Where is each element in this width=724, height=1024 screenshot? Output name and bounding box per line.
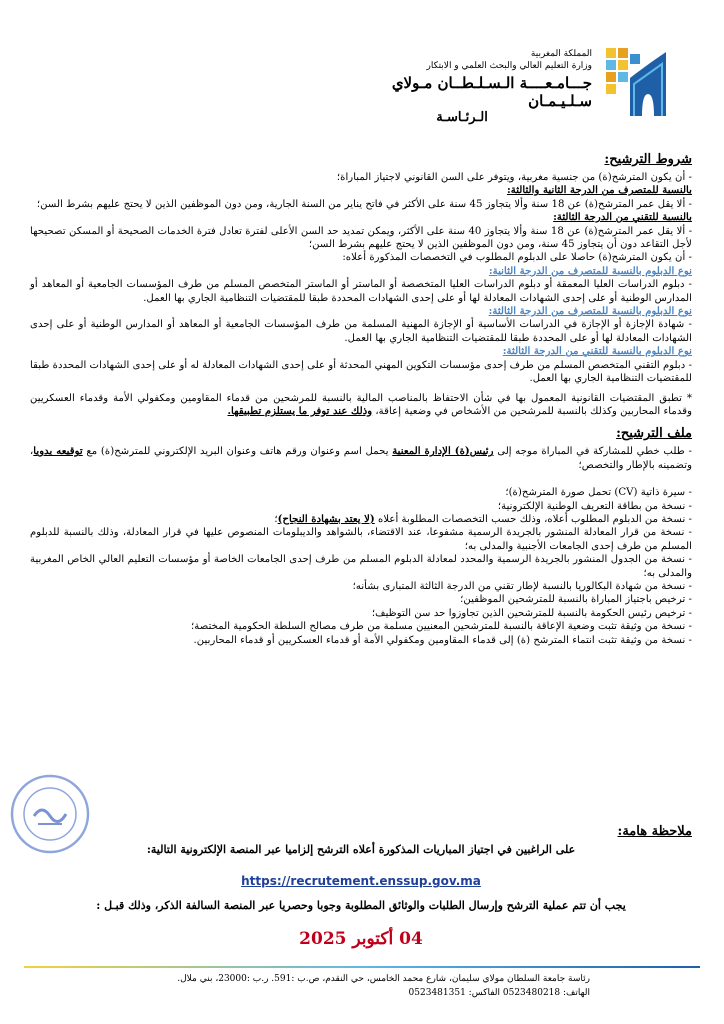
file-intro-b: رئيس(ة) الإدارة المعنية [392, 445, 494, 458]
legal-note-text: * تطبق المقتضيات القانونية المعمول بها في شأن الاحتفاظ بالمناصب المالية بالنسبة للمرشحين من قدماء المقاومين ومكفولي الأمة وقدماء العسكريين وقدماء المحاربين وكذلك بالنسبة للمرشحين من الأشخاص في وضعية إعاقة، [30, 392, 692, 417]
footer [30, 972, 590, 1000]
footer-address: رئاسة جامعة السلطان مولاي سليمان، شارع محمد الخامس، حي النقدم، ص.ب :591. ر.ب :23000، بني ملال. [177, 974, 590, 984]
university-name: جـــامـعــــة الـسـلـطــان مـولاي سـلـيـمـان [391, 74, 592, 110]
ministry-name: وزارة التعليم العالي والبحث العلمي و الابتكار [426, 61, 592, 71]
university-logo-icon [604, 46, 670, 118]
notice-deadline-text: يجب أن تتم عملية الترشح وإرسال الطلبات والوثائق المطلوبة وجوبا وحصريا عبر المنصة السالفة الذكر، وذلك قبـل : [96, 899, 626, 913]
important-notice [30, 824, 692, 949]
file-item-pm-authorization: - ترخيص رئيس الحكومة بالنسبة للمترشحين الذين تجاوزوا حد سن التوظيف؛ [371, 607, 692, 619]
deadline-date: 04 أكتوبر 2025 [299, 928, 423, 949]
file-item-id: - نسخة من بطاقة التعريف الوطنية الإلكترونية؛ [497, 500, 692, 512]
file-item-cv: - سيرة ذاتية (CV) تحمل صورة المترشح(ة)؛ [505, 487, 692, 499]
tech-age-subheading: بالنسبة للتقني من الدرجة الثالثة: [553, 211, 692, 224]
file-item-bac: - نسخة من شهادة البكالوريا بالنسبة لإطار تقني من الدرجة الثالثة المتبارى بشأنه؛ [352, 580, 692, 592]
file-diploma-b: (لا يعتد بشهادة النجاح) [277, 512, 375, 525]
file-request-letter [30, 445, 692, 472]
diploma-admin3-title: نوع الدبلوم بالنسبة للمتصرف من الدرجة الثالثة: [488, 305, 692, 318]
recruitment-platform-link[interactable]: https://recrutement.enssup.gov.ma [241, 874, 481, 889]
file-intro-c: يحمل اسم وعنوان ورقم هاتف وعنوان البريد الإلكتروني للمترشح(ة) مع [82, 446, 393, 458]
legal-note-emphasis: وذلك عند توفر ما يستلزم تطبيقها. [227, 404, 373, 417]
diploma-tech3-title: نوع الدبلوم بالنسبة للتقني من الدرجة الثالثة: [502, 345, 692, 358]
diploma-admin2-text: - دبلوم الدراسات العليا المعمقة أو دبلوم الدراسات العليا المتخصصة أو الماستر أو الماستر المتخصص المسلم من طرف المؤسسات الجامعية أو المعاهد أو المدارس الوطنية أو على إحدى الشهادات المعادلة لها أو على إحدى الشهادات المحددة طبقا للمقتضيات التنظامية الجاري بها العمل. [30, 279, 692, 304]
conditions-heading: شروط الترشيح: [604, 152, 692, 167]
main-content [30, 152, 692, 647]
notice-heading: ملاحظة هامة: [617, 824, 692, 839]
file-heading: ملف الترشيح: [616, 426, 692, 442]
footer-phone: الهاتف: 0523480218 الفاكس: 0523481351 [408, 988, 590, 998]
condition-nationality: - أن يكون المترشح(ة) من جنسية مغربية، ويتوفر على السن القانوني لاجتياز المباراة؛ [336, 172, 692, 183]
file-item-equivalence: - نسخة من قرار المعادلة المنشور بالجريدة الرسمية مشفوعا، عند الاقتضاء، بالشواهد والديبلومات المنصوص عليها في قرار المعادلة، وذلك بالنسبة للدبلوم المسلم من طرف إحدى الجامعات الأجنبية والمدلى به؛ [30, 527, 692, 552]
file-intro-a: - طلب خطي للمشاركة في المباراة موجه إلى [493, 446, 693, 458]
admin-age-subheading: بالنسبة للمتصرف من الدرجة الثانية والثالثة: [506, 184, 692, 197]
footer-divider [24, 966, 700, 968]
file-item-veterans: - نسخة من وثيقة تثبت انتماء المترشح (ة) إلى قدماء المقاومين ومكفولي الأمة أو قدماء العسكريين أو قدماء المحاربين. [193, 634, 692, 646]
kingdom-name: المملكة المغربية [530, 49, 592, 59]
file-intro-d: توقيعه يدويا [33, 445, 83, 458]
file-item-authorization: - ترخيص باجتياز المباراة بالنسبة للمترشحين الموظفين؛ [460, 594, 692, 606]
file-item-disability: - نسخة من وثيقة تثبت وضعية الإعاقة بالنسبة للمترشحين المعنيين مسلمة من طرف مصالح السلطة الحكومية المختصة؛ [191, 621, 692, 633]
file-item-diploma [30, 513, 692, 526]
file-diploma-c: ؛ [274, 513, 278, 525]
letterhead-text [332, 48, 592, 126]
diploma-admin3-text: - شهادة الإجازة أو الإجازة في الدراسات الأساسية أو الإجازة المهنية المسلمة من طرف المؤسسات الجامعية أو المعاهد أو المدارس الوطنية أو على إحدى الشهادات المعادلة لها أو على المحددة طبقا للمقتضيات التنظامية الجاري بها العمل. [30, 319, 692, 344]
letterhead [270, 42, 670, 132]
diploma-tech3-text: - دبلوم التقني المتخصص المسلم من طرف إحدى مؤسسات التكوين المهني المحدثة أو على إحدى الشهادات المعادلة له أو على إحدى الشهادات المحددة طبقا للمقتضيات التنظامية الجاري بها العمل. [30, 359, 692, 385]
legal-note [30, 392, 692, 419]
file-item-table: - نسخة من الجدول المنشور بالجريدة الرسمية والمحدد لمعادلة الدبلوم المسلم من طرف إحدى الجامعات الخاصة أو مؤسسات التعليم العالي الخاص المغربية والمدلى به؛ [30, 554, 692, 579]
condition-admin-age: - ألا يقل عمر المترشح(ة) عن 18 سنة وألا يتجاوز 45 سنة على الأكثر في فاتح يناير من السنة الجارية، ومن دون الموظفين الذين لا يحتج عليهم بشرط السن؛ [36, 198, 692, 210]
condition-tech-age: - ألا يقل عمر المترشح(ة) عن 18 سنة وألا يتجاوز 40 سنة على الأكثر، ويمكن تمديد حد السن الأعلى لفترة تعادل فترة الخدمات الصحيحة أو المسكن تصحيحها لأجل التقاعد دون أن يتجاوز 45 سنة، ومن دون الموظفين الذين لا يحتج عليهم بشرط السن؛ [30, 225, 693, 251]
presidency-label: الـرئـاسـة [436, 110, 488, 125]
file-intro-e: ، وتضمينه بالإطار والتخصص؛ [30, 446, 692, 471]
diploma-admin2-title: نوع الدبلوم بالنسبة للمتصرف من الدرجة الثانية: [488, 264, 692, 277]
file-diploma-a: - نسخة من الدبلوم المطلوب أعلاه، وذلك حسب التخصصات المطلوبة أعلاه [374, 513, 692, 525]
notice-platform-text: على الراغبين في اجتياز المباريات المذكورة أعلاه الترشح إلزاميا عبر المنصة الإلكترونية التالية: [146, 843, 576, 856]
condition-diploma: - أن يكون المترشح(ة) حاصلا على الدبلوم المطلوب في التخصصات المذكورة أعلاه: [342, 252, 692, 264]
